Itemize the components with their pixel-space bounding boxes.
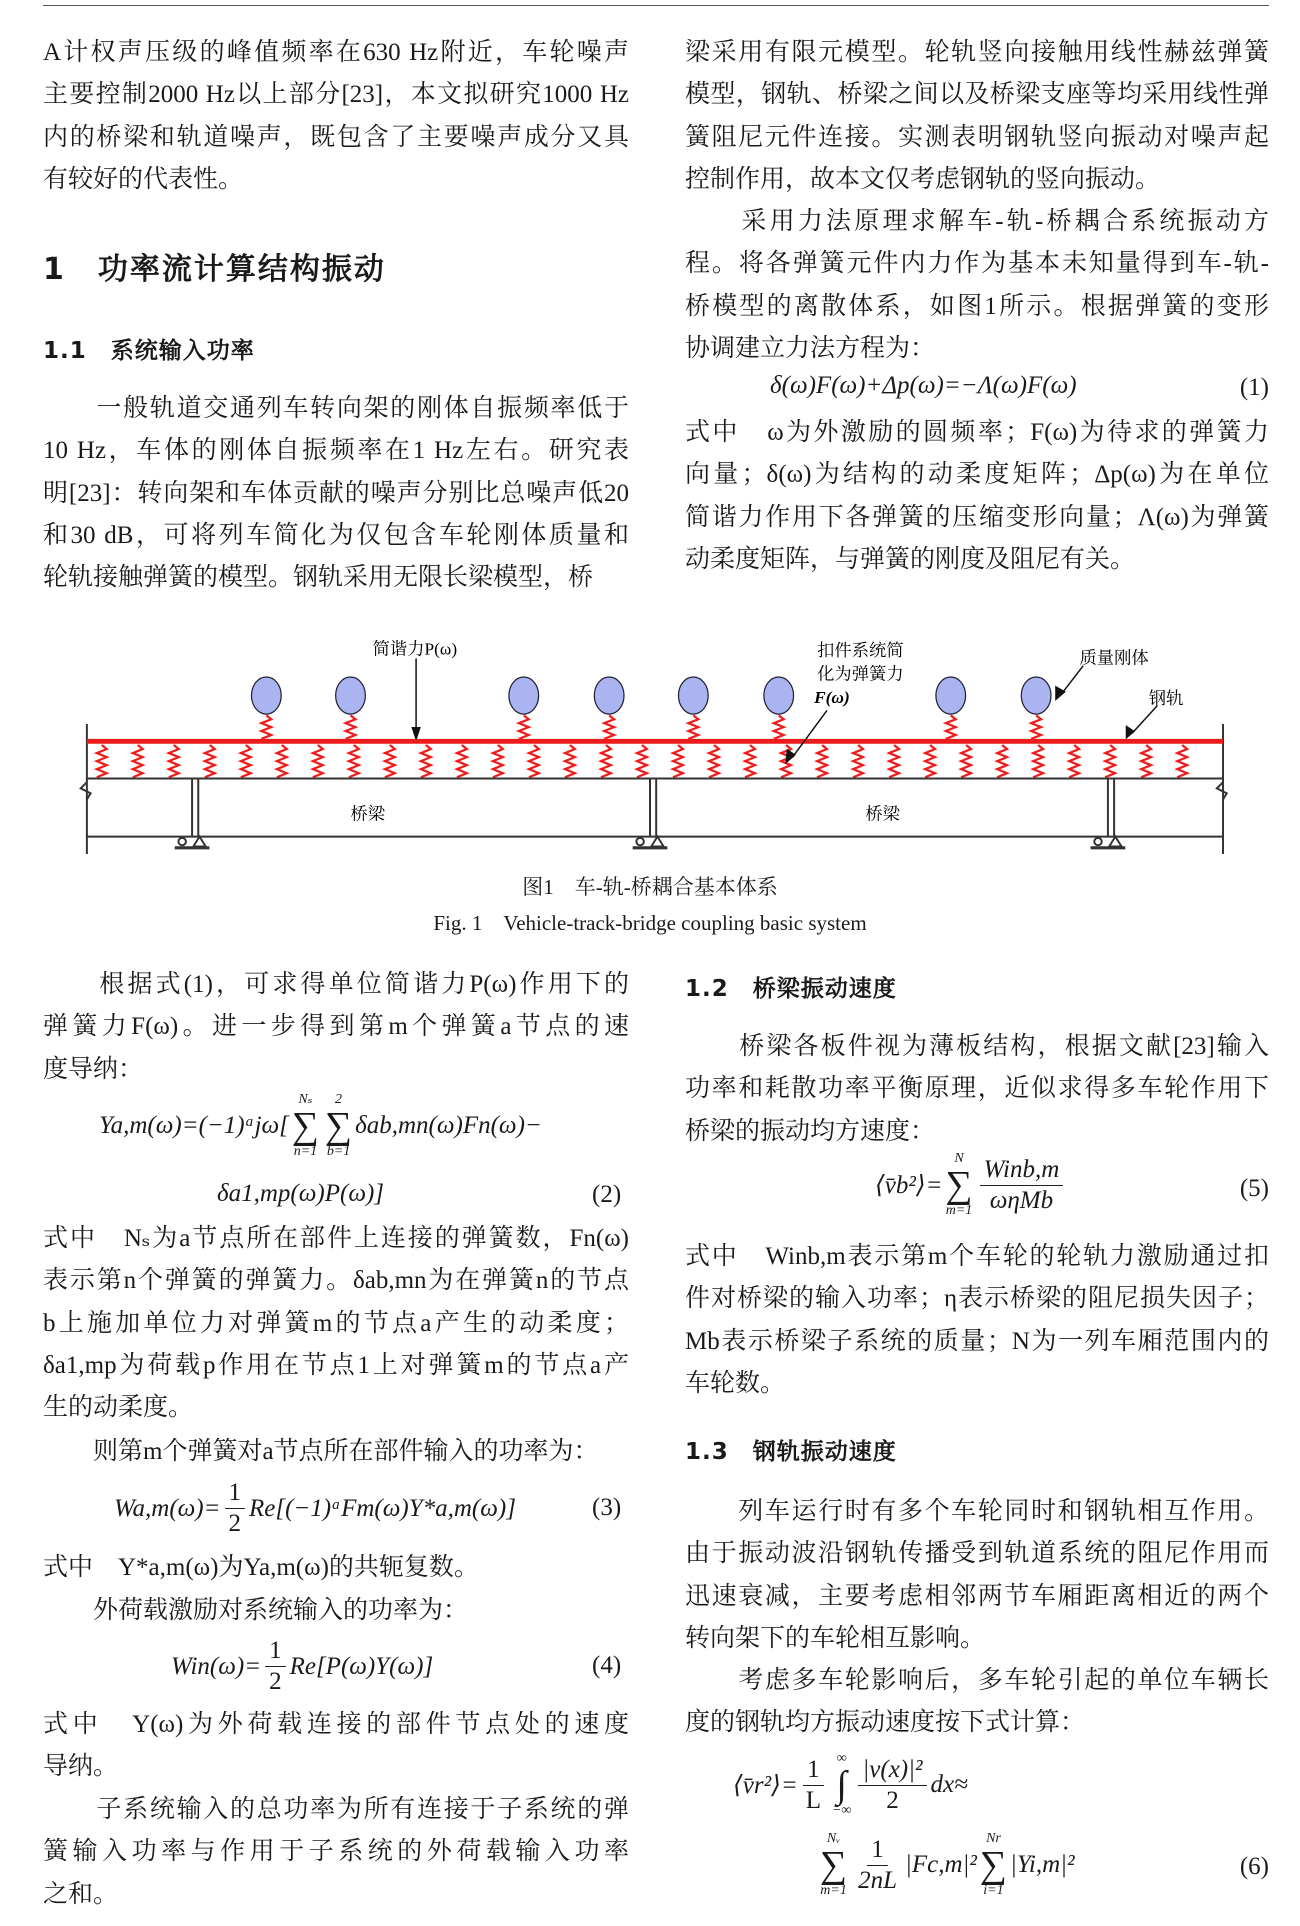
paragraph [43,1590,629,1632]
fraction: $\frac{1}{L}$ [802,1755,825,1816]
text-line: 桥梁各板件视为薄板结构，根据文献[23]输入 [685,1033,1269,1060]
text-line: 簧阻尼元件连接。实测表明钢轨竖向振动对噪声起 [685,123,1269,151]
label-fastener-2: 化为弹簧力 [817,664,904,684]
pin-support-icon [1109,837,1121,847]
equation-6-line-2 [817,1832,1075,1898]
equation-expr: δ(ω)F(ω)+Δp(ω)=−Λ(ω)F(ω) [770,372,1077,399]
text-line: 明[23]：转向架和车体贡献的噪声分别比总噪声低20 [43,479,629,507]
text-line: 根据式(1)，可求得单位简谐力P(ω)作用下的 [43,971,629,998]
eq-term: δa1,mp(ω)P(ω)] [217,1180,385,1207]
track-spring [745,745,755,777]
track-spring [421,745,431,777]
text-line: 由于振动波沿钢轨传播受到轨道系统的阻尼作用而 [685,1540,1269,1568]
text-line: 动柔度矩阵，与弹簧的刚度及阻尼有关。 [685,545,1136,573]
roller-support-icon [636,838,643,845]
wheel-spring [346,715,356,739]
eq-term: ⟨v̄r²⟩= [733,1772,798,1799]
paragraph [685,1026,1269,1153]
subsection-heading: 1.1 系统输入功率 [43,338,255,364]
wheel-spring [261,715,271,739]
label-bridge-2: 桥梁 [865,804,900,824]
text-line: δa1,mp为荷载p作用在节点1上对弹簧m的节点a产 [43,1351,629,1379]
eq-term: |Fc,m|² [905,1851,977,1878]
paragraph [685,32,1269,201]
fraction: $\frac{1}{2}$ [265,1636,286,1697]
equation-4 [171,1636,433,1697]
text-line: 向量；δ(ω)为结构的动柔度矩阵；Δp(ω)为在单位 [685,461,1269,489]
eq-term: ⟨v̄b²⟩= [875,1172,943,1199]
sum-symbol: 2 ∑ b=1 [325,1092,353,1159]
roller-support-icon [1094,838,1101,845]
text-line: 程。将各弹簧元件内力作为基本未知量得到车-轨- [685,250,1269,278]
sum-symbol: N ∑ m=1 [945,1151,973,1218]
text-line: 子系统输入的总功率为所有连接于子系统的弹 [43,1796,629,1823]
roller-support-icon [178,838,185,845]
label-bridge-1: 桥梁 [350,804,386,824]
text-line: 控制作用，故本文仅考虑钢轨的竖向振动。 [685,165,1161,193]
equation-number: (1) [1239,374,1269,401]
text-line: Mb表示桥梁子系统的质量；N为一列车厢范围内的 [685,1327,1269,1355]
equation-number: (3) [592,1494,622,1521]
track-spring [925,745,935,777]
wheel-spring [946,715,956,739]
text-line: 式中 Y*a,m(ω)为Ya,m(ω)的共轭复数。 [43,1554,479,1581]
mass-group [251,677,1051,739]
wheel-spring [1031,715,1041,739]
track-spring [817,745,827,777]
text-line: 外荷载激励对系统输入的功率为： [43,1597,469,1624]
text-line: 式中 Winb,m表示第m个车轮的轮轨力激励通过扣 [685,1243,1269,1270]
pin-support-icon [193,837,205,847]
pin-support-icon [651,837,663,847]
track-spring [1069,745,1079,777]
break-symbol [1217,782,1227,799]
track-spring [673,745,683,777]
text-line: 10 Hz，车体的刚体自振频率在1 Hz左右。研究表 [43,437,629,465]
paragraph [685,412,1269,581]
eq-term: dx≈ [930,1771,968,1798]
header-rule [43,5,1269,6]
wheel-mass [764,677,794,714]
subsection-heading: 1.2 桥梁振动速度 [685,976,897,1002]
paragraph [43,1547,629,1589]
figure-caption-cn: 图1 车-轨-桥耦合基本体系 [522,875,778,899]
eq-term: Re[(−1)ᵃFm(ω)Y*a,m(ω)] [249,1494,516,1522]
text-line: 式中 Y(ω)为外荷载连接的部件节点处的速度 [43,1711,629,1738]
figure-caption-en: Fig. 1 Vehicle-track-bridge coupling basic system [433,911,867,935]
track-spring [1141,745,1151,777]
text-line: 有较好的代表性。 [43,165,244,193]
text-line: 协调建立力法方程为： [685,334,936,362]
section-heading: 1 功率流计算结构振动 [43,252,386,287]
text-line: 一般轨道交通列车转向架的刚体自振频率低于 [43,395,629,422]
equation-2-line-2 [217,1180,384,1208]
text-line: 表示第n个弹簧的弹簧力。δab,mn为在弹簧n的节点 [43,1267,629,1295]
equation-3 [114,1478,516,1539]
text-line: 弹簧力F(ω)。进一步得到第m个弹簧a节点的速 [43,1013,629,1041]
text-line: 简谐力作用下各弹簧的压缩变形向量；Λ(ω)为弹簧 [685,503,1269,531]
text-line: 功率和耗散功率平衡原理，近似求得多车轮作用下 [685,1075,1269,1103]
track-spring [493,745,503,777]
wheel-spring [604,715,614,739]
text-line: 内的桥梁和轨道噪声，既包含了主要噪声成分又具 [43,123,629,151]
track-spring [709,745,719,777]
equation-6-line-1 [733,1752,968,1818]
paragraph [43,388,629,599]
track-spring [169,745,179,777]
text-line: b上施加单位力对弹簧m的节点a产生的动柔度； [43,1309,629,1337]
figure-1-diagram [0,625,1300,875]
equation-number: (6) [1239,1853,1269,1880]
fraction: $\frac{\text{|v(x)|²}}{2}$ [858,1755,926,1816]
wheel-mass [678,677,708,714]
text-line: 主要控制2000 Hz以上部分[23]，本文拟研究1000 Hz [43,81,629,109]
sum-symbol: Nₛ ∑ n=1 [291,1092,319,1159]
text-line: 轮轨接触弹簧的模型。钢轨采用无限长梁模型，桥 [43,564,594,592]
track-spring [241,745,251,777]
track-spring [565,745,575,777]
label-mass: 质量刚体 [1079,648,1149,668]
eq-term: Ya,m(ω)=(−1)ᵃjω[ [99,1112,289,1139]
text-line: 和30 dB，可将列车简化为仅包含车轮刚体质量和 [43,521,629,549]
integral-symbol: ∞ ∫ −∞ [831,1751,852,1818]
fraction: $\frac{1}{2nL}$ [858,1835,897,1894]
eq-term: δab,mn(ω)Fn(ω)− [355,1112,542,1139]
track-spring [457,745,467,777]
track-spring [637,745,647,777]
track-spring [277,745,287,777]
track-spring [1177,745,1187,777]
text-line: 式中 ω为外激励的圆频率；F(ω)为待求的弹簧力 [685,419,1269,446]
wheel-mass [336,677,366,714]
break-symbol [81,782,91,799]
text-line: 桥模型的离散体系，如图1所示。根据弹簧的变形 [685,292,1269,320]
track-spring [313,745,323,777]
track-spring [349,745,359,777]
text-line: 采用力法原理求解车-轨-桥耦合系统振动方 [685,208,1269,235]
track-spring [385,745,395,777]
track-spring [529,745,539,777]
text-line: 簧输入功率与作用于子系统的外荷载输入功率 [43,1838,629,1866]
text-line: 桥梁的振动均方速度： [685,1117,936,1145]
wheel-mass [936,677,966,714]
eq-term: Re[P(ω)Y(ω)] [289,1652,434,1680]
paragraph [43,32,629,201]
text-line: 考虑多车轮影响后，多车轮引起的单位车辆长 [685,1667,1269,1694]
text-line: 迅速衰减，主要考虑相邻两节车厢距离相近的两个 [685,1582,1269,1610]
text-line: 列车运行时有多个车轮同时和钢轨相互作用。 [685,1498,1269,1525]
label-rail: 钢轨 [1148,689,1184,709]
wheel-mass [251,677,281,714]
paragraph [685,201,1269,370]
label-fastener-1: 扣件系统简 [817,640,904,660]
track-spring [601,745,611,777]
paragraph [43,1431,629,1473]
eq-term: |Yi,m|² [1010,1851,1075,1878]
track-spring [961,745,971,777]
wheel-mass [1021,677,1051,714]
paragraph [685,1491,1269,1660]
paragraph [685,1660,1269,1745]
text-line: 生的动柔度。 [43,1394,194,1422]
spring-group [97,745,1187,777]
text-line: 车轮数。 [685,1369,786,1397]
text-line: 件对桥梁的输入功率；η表示桥梁的阻尼损失因子； [685,1285,1269,1313]
track-spring [997,745,1007,777]
text-line: 则第m个弹簧对a节点所在部件输入的功率为： [43,1438,599,1465]
wheel-spring [774,715,784,739]
paragraph [43,1789,629,1916]
fraction: $\frac{1}{2}$ [225,1478,246,1539]
text-line: 梁采用有限元模型。轮轨竖向接触用线性赫兹弹簧 [685,39,1269,66]
equation-1 [770,372,1077,400]
text-line: 度的钢轨均方振动速度按下式计算： [685,1709,1086,1737]
track-spring [1033,745,1043,777]
paragraph [685,1236,1269,1405]
paragraph [43,1218,629,1429]
equation-number: (2) [592,1181,622,1208]
text-line: A计权声压级的峰值频率在630 Hz附近，车轮噪声 [43,39,629,66]
text-line: 模型，钢轨、桥梁之间以及桥梁支座等均采用线性弹 [685,81,1269,109]
label-fastener-3: F(ω) [814,687,850,707]
label-harmonic-force: 简谐力P(ω) [372,639,458,659]
wheel-mass [594,677,624,714]
sum-symbol: Nr ∑ i=1 [979,1831,1008,1898]
text-line: 度导纳： [43,1055,144,1083]
track-spring [1105,745,1115,777]
text-line: 导纳。 [43,1753,119,1781]
text-line: 之和。 [43,1880,119,1908]
wheel-mass [509,677,539,714]
equation-number: (5) [1239,1175,1269,1202]
track-spring [97,745,107,777]
track-spring [889,745,899,777]
wheel-spring [688,715,698,739]
text-line: 式中 Nₛ为a节点所在部件上连接的弹簧数，Fn(ω) [43,1225,629,1252]
wheel-spring [519,715,529,739]
track-spring [205,745,215,777]
paragraph [43,964,629,1091]
equation-number: (4) [592,1652,622,1679]
eq-term: Win(ω)= [171,1652,262,1680]
equation-2-line-1 [99,1093,542,1159]
paragraph [43,1704,629,1789]
text-line: 转向架下的车轮相互影响。 [685,1624,986,1652]
subsection-heading: 1.3 钢轨振动速度 [685,1439,897,1465]
track-spring [133,745,143,777]
eq-term: Wa,m(ω)= [114,1494,221,1522]
equation-5 [875,1152,1067,1218]
sum-symbol: Nᵥ ∑ m=1 [820,1831,848,1898]
fraction: $\frac{\text{Winb,m}}{\text{ωηMb}}$ [980,1155,1064,1216]
track-spring [853,745,863,777]
